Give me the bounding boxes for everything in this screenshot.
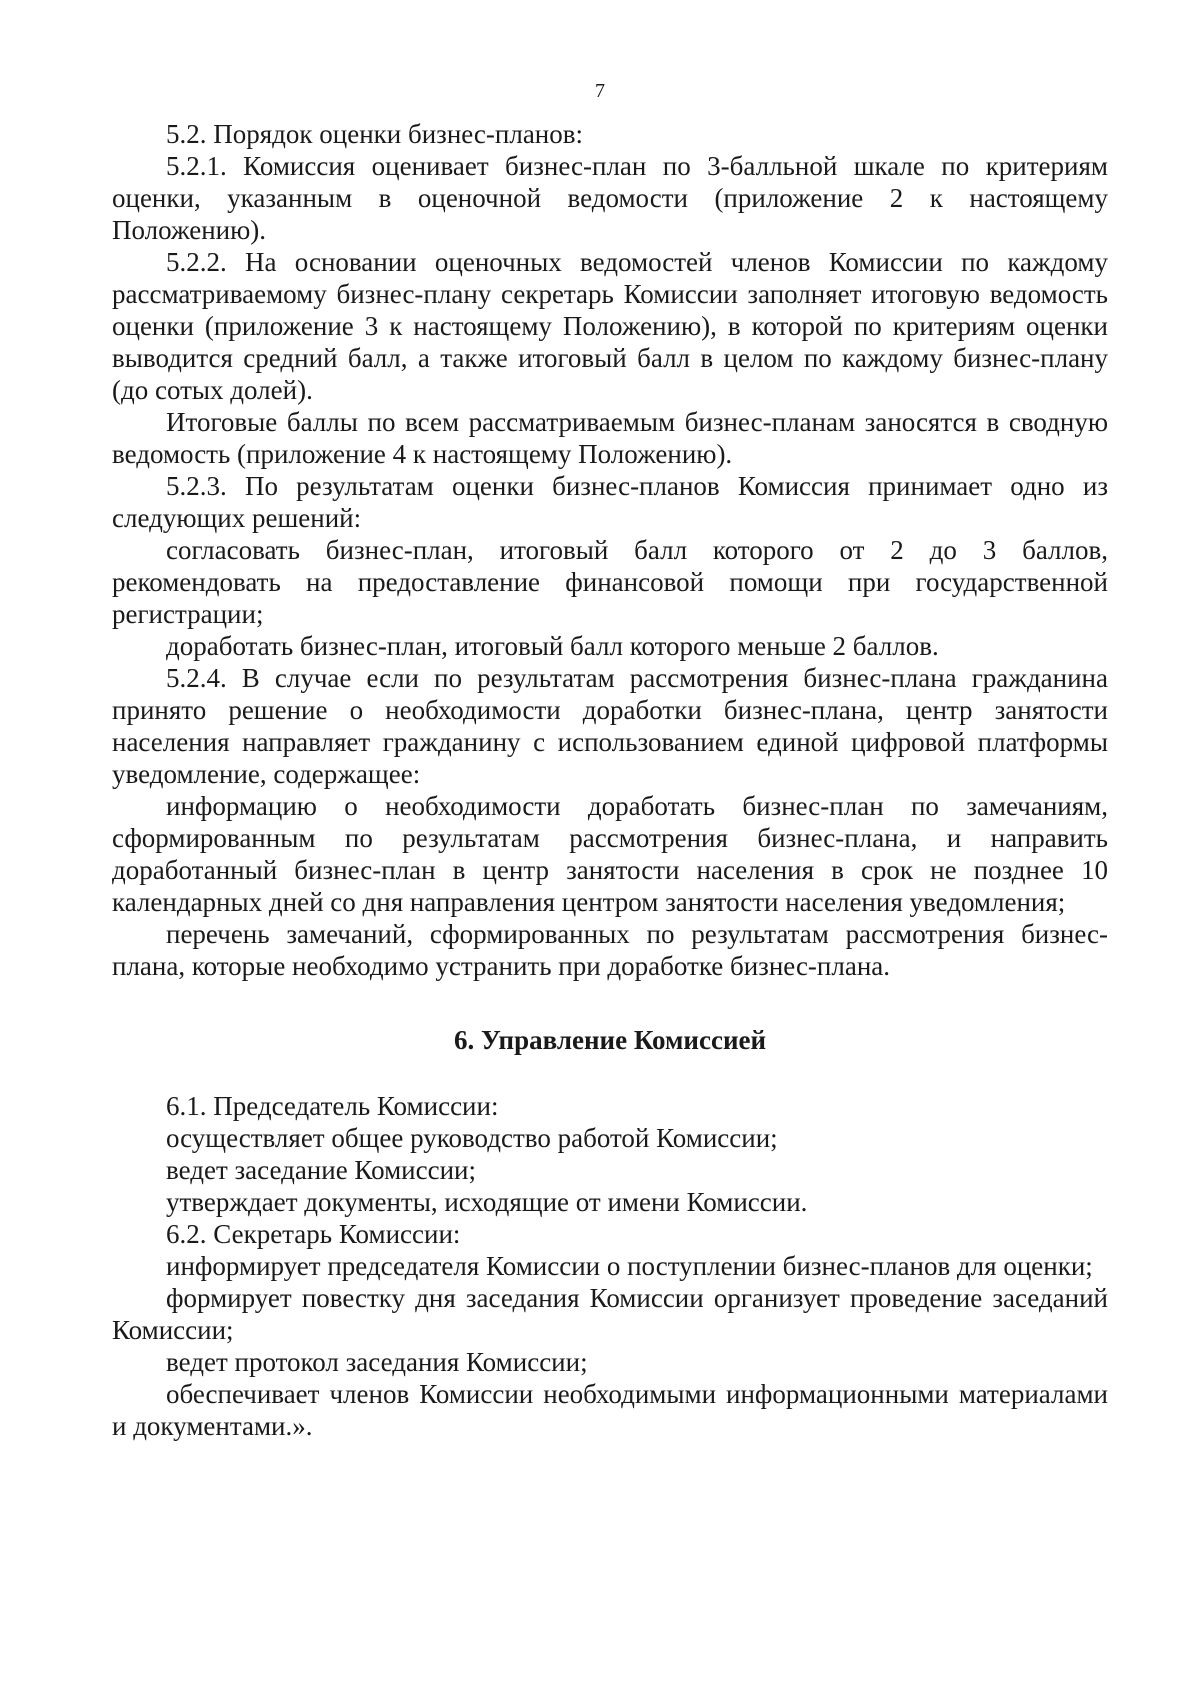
document-body xyxy=(112,118,1108,1442)
paragraph-5-2-3: 5.2.3. По результатам оценки бизнес-планов Комиссия принимает одно из следующих решений: xyxy=(112,471,1108,533)
paragraph-rework: доработать бизнес-план, итоговый балл которого меньше 2 баллов. xyxy=(166,631,939,661)
paragraph-6-1-a: осуществляет общее руководство работой Комиссии; xyxy=(166,1123,778,1153)
paragraph-6-1-b: ведет заседание Комиссии; xyxy=(166,1155,476,1185)
paragraph-5-2: 5.2. Порядок оценки бизнес-планов: xyxy=(166,119,584,149)
paragraph-6-2-d: обеспечивает членов Комиссии необходимыми информационными материалами и документами.». xyxy=(112,1379,1108,1441)
section-6-heading: 6. Управление Комиссией xyxy=(453,1025,767,1055)
paragraph-totals: Итоговые баллы по всем рассматриваемым бизнес-планам заносятся в сводную ведомость (приложение 4 к настоящему Положению). xyxy=(112,407,1108,469)
paragraph-6-1: 6.1. Председатель Комиссии: xyxy=(166,1091,499,1121)
paragraph-info: информацию о необходимости доработать бизнес-план по замечаниям, сформированным по результатам рассмотрения бизнес-плана, и направить доработанный бизнес-план в центр занятости населения в срок не позднее 10 календарных дней со дня направления центром занятости населения уведомления; xyxy=(112,791,1108,917)
paragraph-approve: согласовать бизнес-план, итоговый балл которого от 2 до 3 баллов, рекомендовать на предоставление финансовой помощи при государственной регистрации; xyxy=(112,535,1108,629)
paragraph-5-2-1: 5.2.1. Комиссия оценивает бизнес-план по 3-балльной шкале по критериям оценки, указанным в оценочной ведомости (приложение 2 к настоящему Положению). xyxy=(112,151,1108,245)
paragraph-6-1-c: утверждает документы, исходящие от имени Комиссии. xyxy=(166,1187,808,1217)
paragraph-6-2-c: ведет протокол заседания Комиссии; xyxy=(166,1347,588,1377)
paragraph-6-2-a: информирует председателя Комиссии о поступлении бизнес-планов для оценки; xyxy=(166,1251,1093,1281)
paragraph-5-2-4: 5.2.4. В случае если по результатам рассмотрения бизнес-плана гражданина принято решение о необходимости доработки бизнес-плана, центр занятости населения направляет гражданину с использованием единой цифровой платформы уведомление, содержащее: xyxy=(112,663,1108,789)
page-number: 7 xyxy=(595,80,605,102)
paragraph-5-2-2: 5.2.2. На основании оценочных ведомостей членов Комиссии по каждому рассматриваемому бизнес-плану секретарь Комиссии заполняет итоговую ведомость оценки (приложение 3 к настоящему Положению), в которой по критериям оценки выводится средний балл, а также итоговый балл в целом по каждому бизнес-плану (до сотых долей). xyxy=(112,247,1108,405)
paragraph-6-2-b: формирует повестку дня заседания Комиссии организует проведение заседаний Комиссии; xyxy=(112,1283,1108,1345)
paragraph-list: перечень замечаний, сформированных по результатам рассмотрения бизнес-плана, которые необходимо устранить при доработке бизнес-плана. xyxy=(112,919,1108,981)
paragraph-6-2: 6.2. Секретарь Комиссии: xyxy=(166,1219,461,1249)
